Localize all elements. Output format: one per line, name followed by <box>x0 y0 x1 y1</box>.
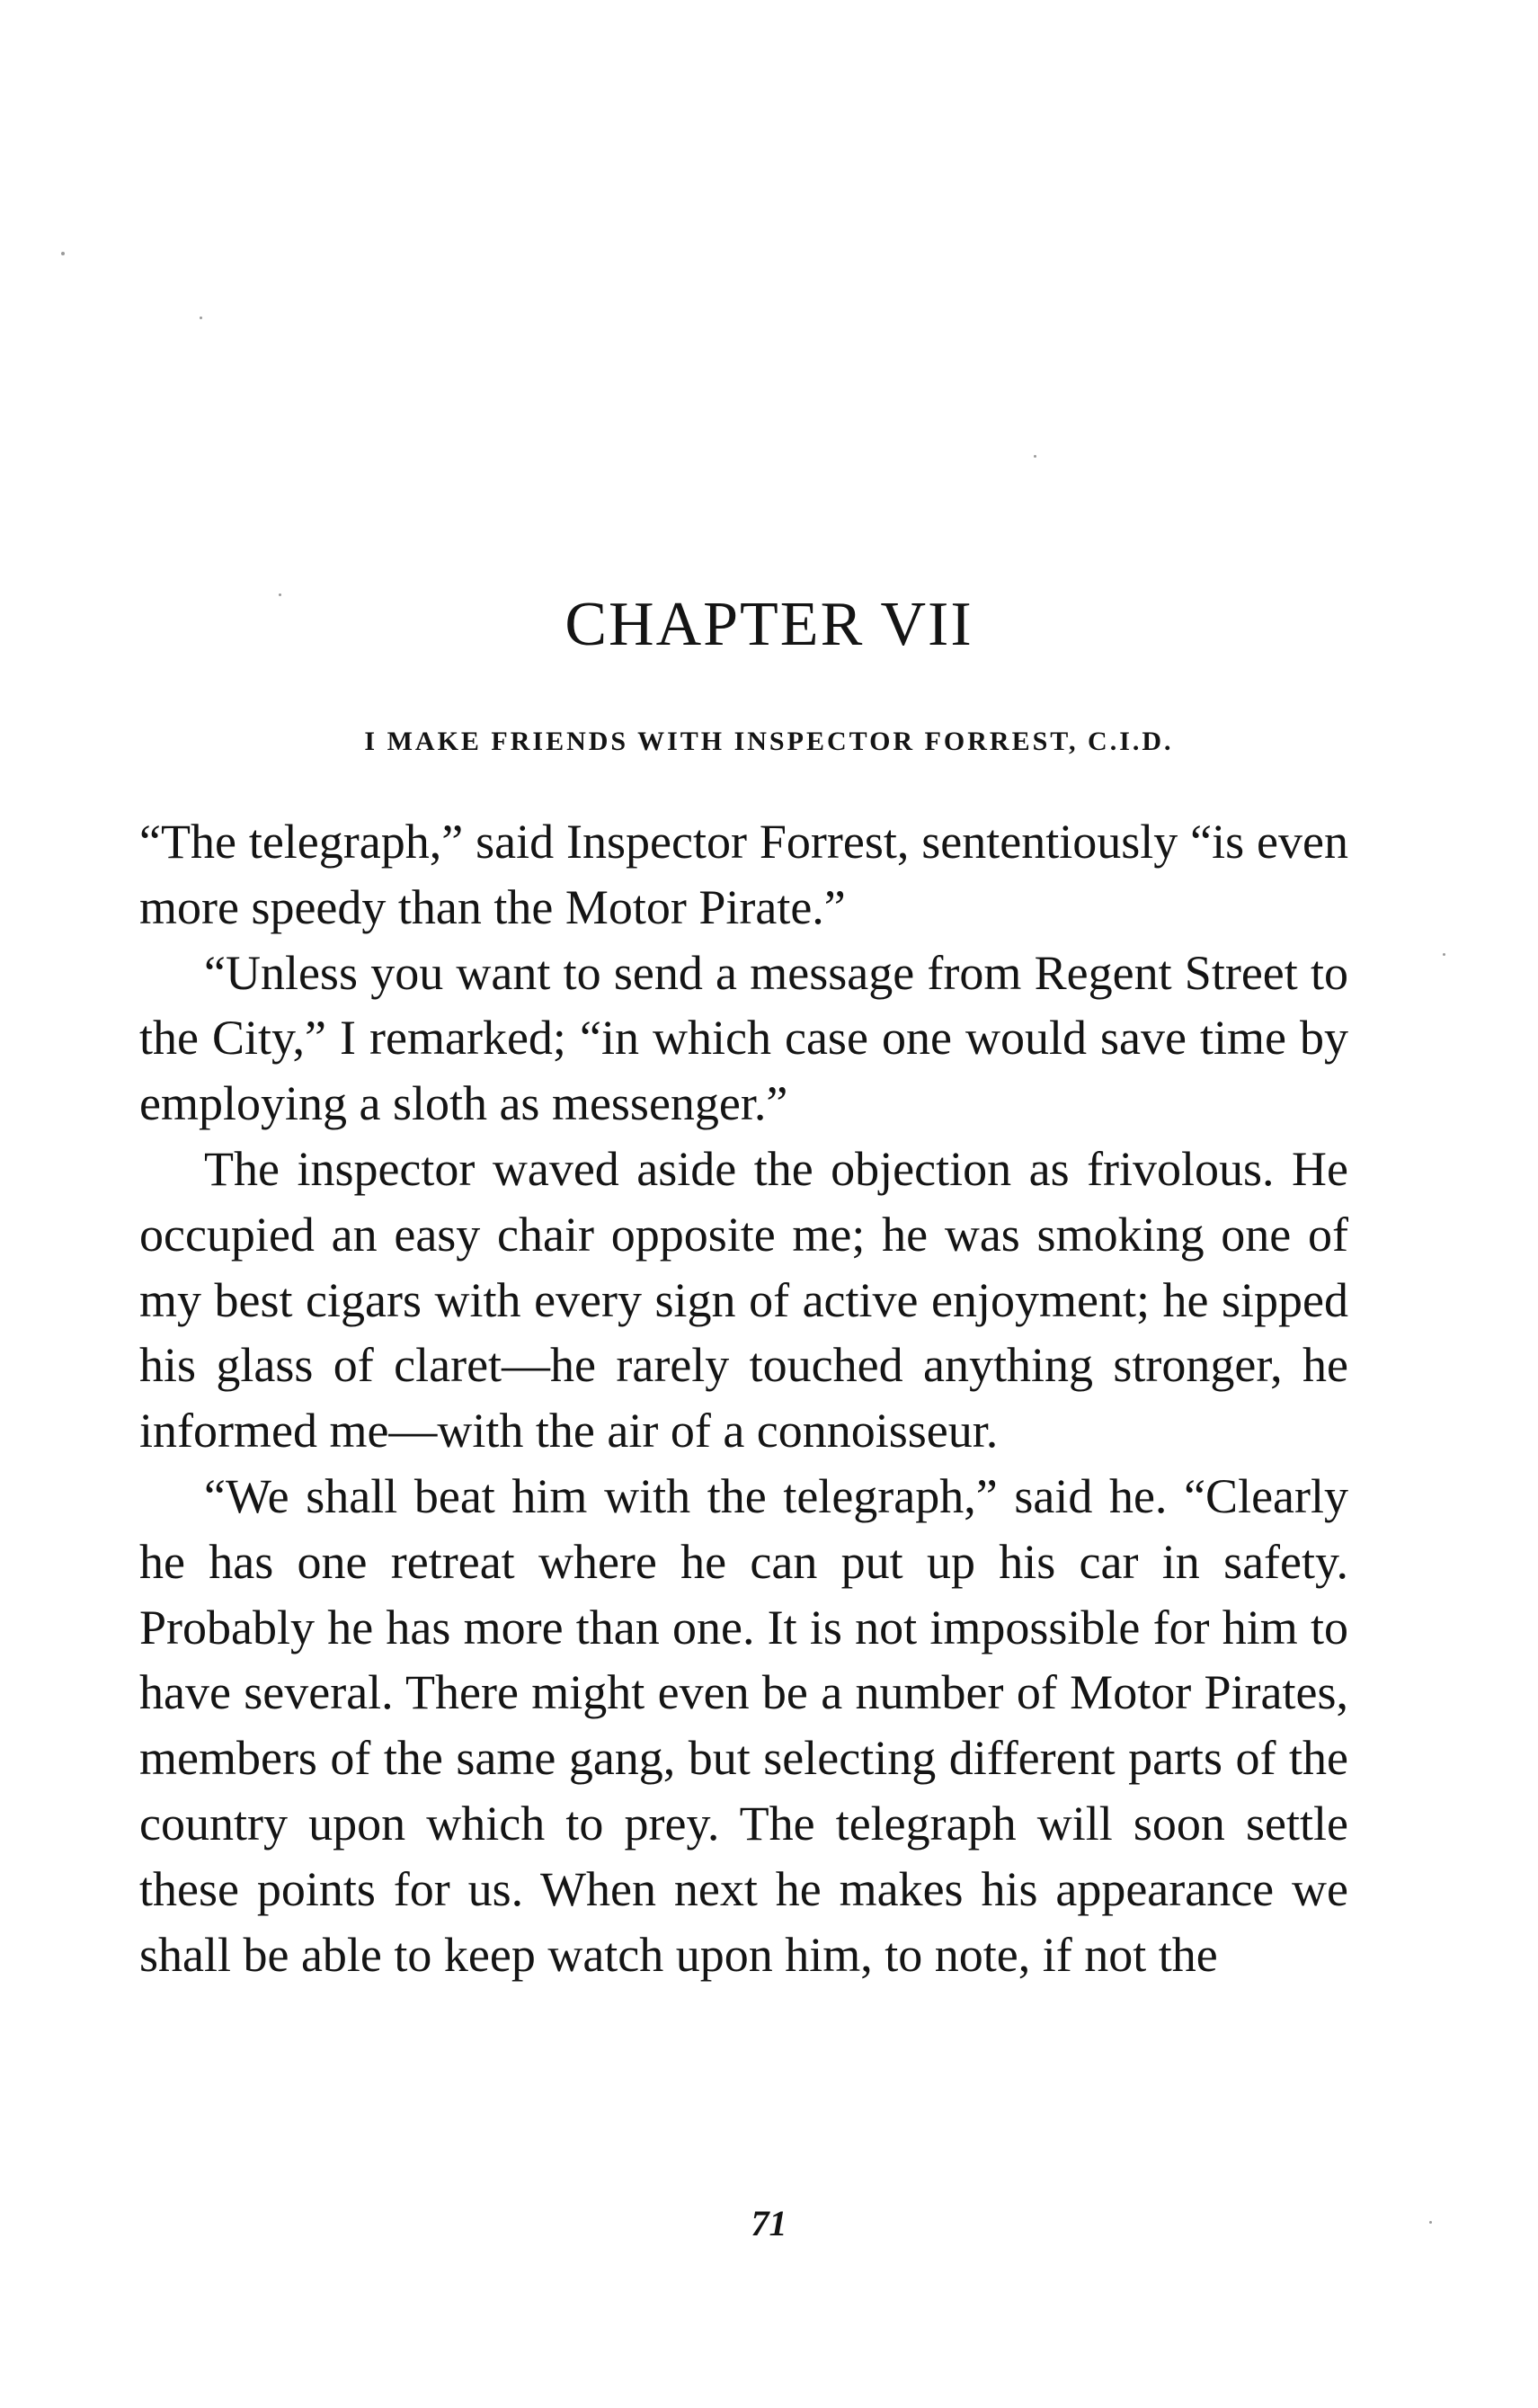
chapter-subtitle: I MAKE FRIENDS WITH INSPECTOR FORREST, C.I.D. <box>364 727 1174 756</box>
paper-speck <box>1443 953 1445 956</box>
chapter-body <box>139 809 1348 1987</box>
paragraph: The inspector waved aside the objection as frivolous. He occupied an easy chair opposite me; he was smoking one of my best cigars with every sign of active enjoyment; he sipped his glass of claret—he rarely touched anything stronger, he informed me—with the air of a connoisseur. <box>139 1141 1348 1458</box>
paragraph: “We shall beat him with the telegraph,” said he. “Clearly he has one retreat where he can put up his car in safety. Probably he has more than one. It is not impossible for him to have several. There might even be a number of Motor Pirates, members of the same gang, but selecting different parts of the country upon which to prey. The telegraph will soon settle these points for us. When next he makes his appearance we shall be able to keep watch upon him, to note, if not the <box>139 1468 1348 1982</box>
page-number: 71 <box>751 2203 787 2243</box>
chapter-title: CHAPTER VII <box>565 590 973 659</box>
paper-speck <box>1034 455 1036 458</box>
paragraph: “Unless you want to send a message from Regent Street to the City,” I remarked; “in which case one would save time by employing a sloth as messenger.” <box>139 945 1348 1131</box>
paragraph: “The telegraph,” said Inspector Forrest, sententiously “is even more speedy than the Motor Pirate.” <box>139 815 1348 934</box>
paper-speck <box>200 317 202 319</box>
paper-speck <box>61 252 65 255</box>
